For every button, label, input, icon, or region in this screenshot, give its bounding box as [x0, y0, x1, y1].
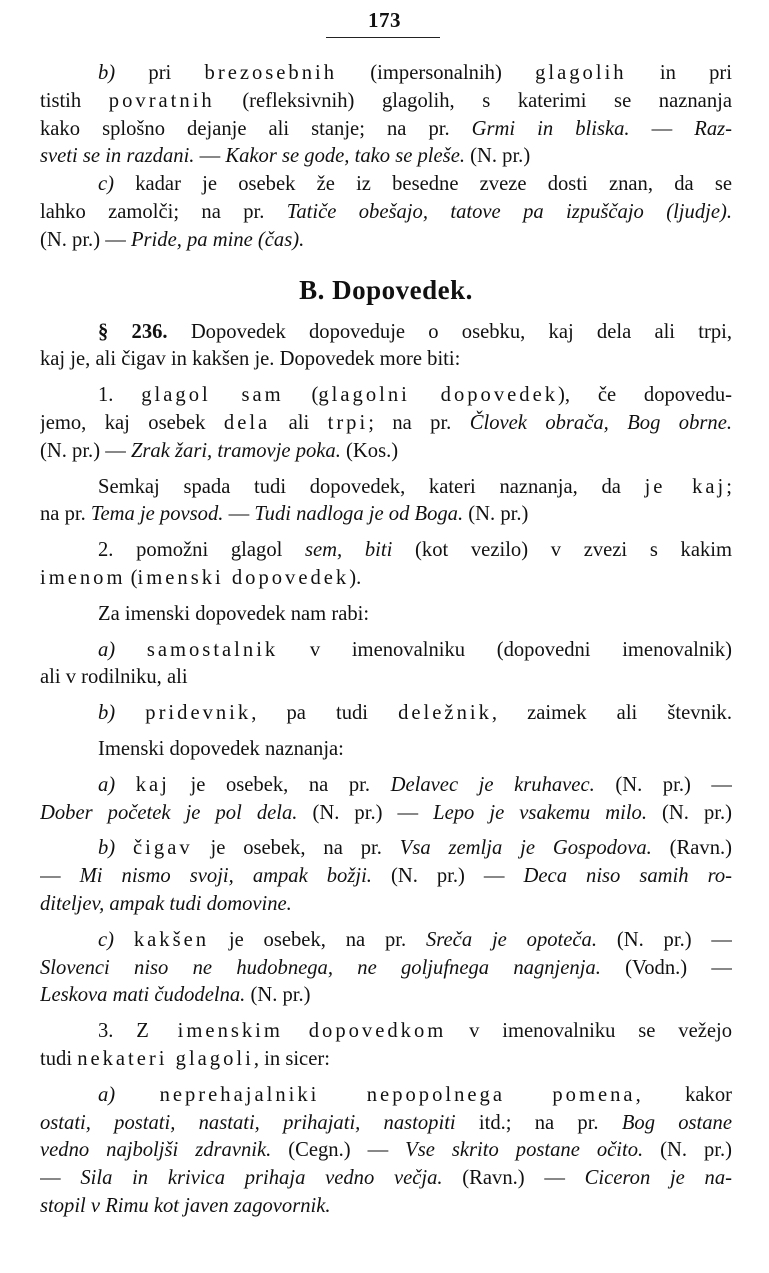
text-line: imenom (imenski dopovedek). [40, 566, 362, 589]
text-line: Slovenci niso ne hudobnega, ne goljufnega nagnjenja. (Vodn.) — [40, 956, 732, 979]
header-rule [326, 37, 440, 38]
section-number: § 236. [98, 320, 168, 343]
text-line: b) pri brezosebnih (impersonalnih) glagolih in pri [98, 62, 732, 84]
text-line: Leskova mati čudodelna. (N. pr.) [40, 984, 311, 1007]
text-line: Semkaj spada tudi dopovedek, kateri naznanja, da je kaj; [98, 475, 732, 498]
text-line: c) kakšen je osebek, na pr. Sreča je opoteča. (N. pr.) — [98, 928, 732, 951]
text-line: tistih povratnih (refleksivnih) glagolih, s katerimi se naznanja [40, 89, 732, 112]
text-line: c) kadar je osebek že iz besedne zveze dosti znan, da se [98, 173, 732, 196]
text-line: (N. pr.) — Pride, pa mine (čas). [40, 228, 305, 251]
page-number: 173 [368, 8, 401, 32]
text-line: Za imenski dopovedek nam rabi: [98, 602, 370, 625]
text-line: diteljev, ampak tudi domovine. [40, 892, 292, 915]
text-line: Imenski dopovedek naznanja: [98, 737, 344, 760]
text-line: kako splošno dejanje ali stanje; na pr. Grmi in bliska. — Raz- [40, 117, 732, 140]
text-line: lahko zamolči; na pr. Tatiče obešajo, tatove pa izpuščajo (ljudje). [40, 200, 732, 223]
text-line: § 236. Dopovedek dopoveduje o osebku, kaj dela ali trpi, [98, 320, 732, 343]
text-line: — Sila in krivica prihaja vedno večja. (Ravn.) — Ciceron je na- [40, 1167, 732, 1190]
text-line: kaj je, ali čigav in kakšen je. Dopovedek more biti: [40, 348, 461, 371]
text-line: na pr. Tema je povsod. — Tudi nadloga je od Boga. (N. pr.) [40, 503, 529, 526]
text-line: b) pridevnik, pa tudi deležnik, zaimek ali števnik. [98, 702, 732, 725]
text-line: 3. Z imenskim dopovedkom v imenovalniku se vežejo [98, 1020, 732, 1043]
text-line: a) samostalnik v imenovalniku (dopovedni imenovalnik) [98, 638, 732, 661]
text-line: 1. glagol sam (glagolni dopovedek), če dopovedu- [98, 384, 732, 407]
section-heading: B. Dopovedek. [299, 274, 473, 305]
text-line: 2. pomožni glagol sem, biti (kot vezilo) v zvezi s kakim [98, 539, 732, 562]
text-line: b) čigav je osebek, na pr. Vsa zemlja je Gospodova. (Ravn.) [98, 837, 732, 860]
text-line: tudi nekateri glagoli, in sicer: [40, 1047, 330, 1070]
text-line: a) kaj je osebek, na pr. Delavec je kruhavec. (N. pr.) — [98, 773, 732, 796]
page-body [40, 60, 732, 1221]
text-line: ali v rodilniku, ali [40, 666, 188, 689]
text-line: — Mi nismo svoji, ampak božji. (N. pr.) — Deca niso samih ro- [40, 865, 732, 888]
text-line: ostati, postati, nastati, prihajati, nastopiti itd.; na pr. Bog ostane [40, 1111, 732, 1134]
text-line: (N. pr.) — Zrak žari, tramovje poka. (Kos.) [40, 439, 399, 462]
text-line: jemo, kaj osebek dela ali trpi; na pr. Človek obrača, Bog obrne. [40, 411, 732, 434]
text-line: stopil v Rimu kot javen zagovornik. [40, 1194, 331, 1217]
text-line: sveti se in razdani. — Kakor se gode, tako se pleše. (N. pr.) [40, 145, 531, 168]
text-line: a) neprehajalniki nepopolnega pomena, kakor [98, 1083, 732, 1106]
text-line: vedno najboljši zdravnik. (Cegn.) — Vse skrito postane očito. (N. pr.) [40, 1139, 732, 1162]
text-line: Dober početek je pol dela. (N. pr.) — Lepo je vsakemu milo. (N. pr.) [40, 801, 732, 824]
